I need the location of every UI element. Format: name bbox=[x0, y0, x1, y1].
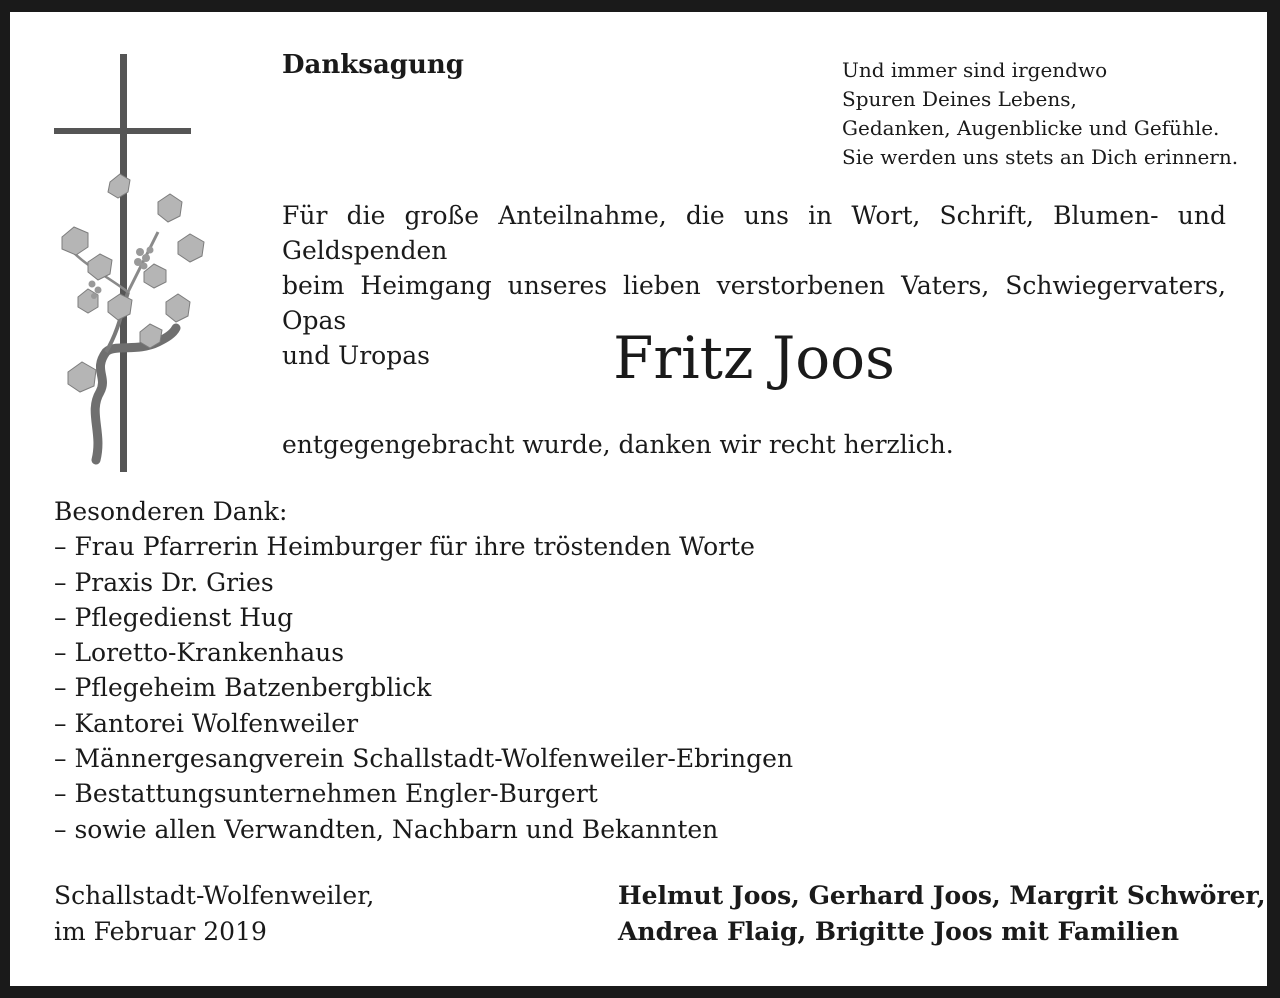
deceased-name: Fritz Joos bbox=[613, 324, 895, 392]
intro-line: Für die große Anteilnahme, die uns in Wort, Schrift, Blumen- und Geldspenden bbox=[282, 201, 1226, 265]
place: Schallstadt-Wolfenweiler, bbox=[54, 881, 375, 910]
poem-verse bbox=[842, 56, 1238, 172]
notice-heading: Danksagung bbox=[282, 50, 464, 80]
list-item: – Loretto-Krankenhaus bbox=[54, 638, 345, 668]
signer-line: Andrea Flaig, Brigitte Joos mit Familien bbox=[618, 917, 1180, 946]
list-item: – Praxis Dr. Gries bbox=[54, 567, 274, 597]
list-item: – Frau Pfarrerin Heimburger für ihre tröstenden Worte bbox=[54, 532, 755, 562]
list-item: – Pflegedienst Hug bbox=[54, 602, 294, 632]
list-item: – Bestattungsunternehmen Engler-Burgert bbox=[54, 779, 598, 809]
list-item: – Pflegeheim Batzenbergblick bbox=[54, 673, 432, 703]
poem-line: Und immer sind irgendwo bbox=[842, 58, 1108, 82]
poem-line: Gedanken, Augenblicke und Gefühle. bbox=[842, 116, 1220, 140]
poem-line: Spuren Deines Lebens, bbox=[842, 87, 1077, 111]
obituary-notice bbox=[10, 12, 1267, 986]
list-item: – sowie allen Verwandten, Nachbarn und Bekannten bbox=[54, 814, 719, 844]
date: im Februar 2019 bbox=[54, 917, 267, 946]
list-item: – Männergesangverein Schallstadt-Wolfenweiler-Ebringen bbox=[54, 744, 794, 774]
signers bbox=[618, 878, 1266, 950]
special-thanks-title: Besonderen Dank: bbox=[54, 497, 288, 526]
special-thanks-list bbox=[54, 494, 793, 847]
place-and-date bbox=[54, 878, 374, 950]
cross-with-grapevine-icon bbox=[48, 52, 218, 476]
intro-line: beim Heimgang unseres lieben verstorbenen Vaters, Schwiegervaters, Opas bbox=[282, 271, 1226, 335]
poem-line: Sie werden uns stets an Dich erinnern. bbox=[842, 145, 1239, 169]
thanks-sentence: entgegengebracht wurde, danken wir recht herzlich. bbox=[282, 430, 954, 459]
list-item: – Kantorei Wolfenweiler bbox=[54, 708, 359, 738]
intro-line: und Uropas bbox=[282, 341, 430, 370]
signer-line: Helmut Joos, Gerhard Joos, Margrit Schwörer, bbox=[618, 881, 1266, 910]
